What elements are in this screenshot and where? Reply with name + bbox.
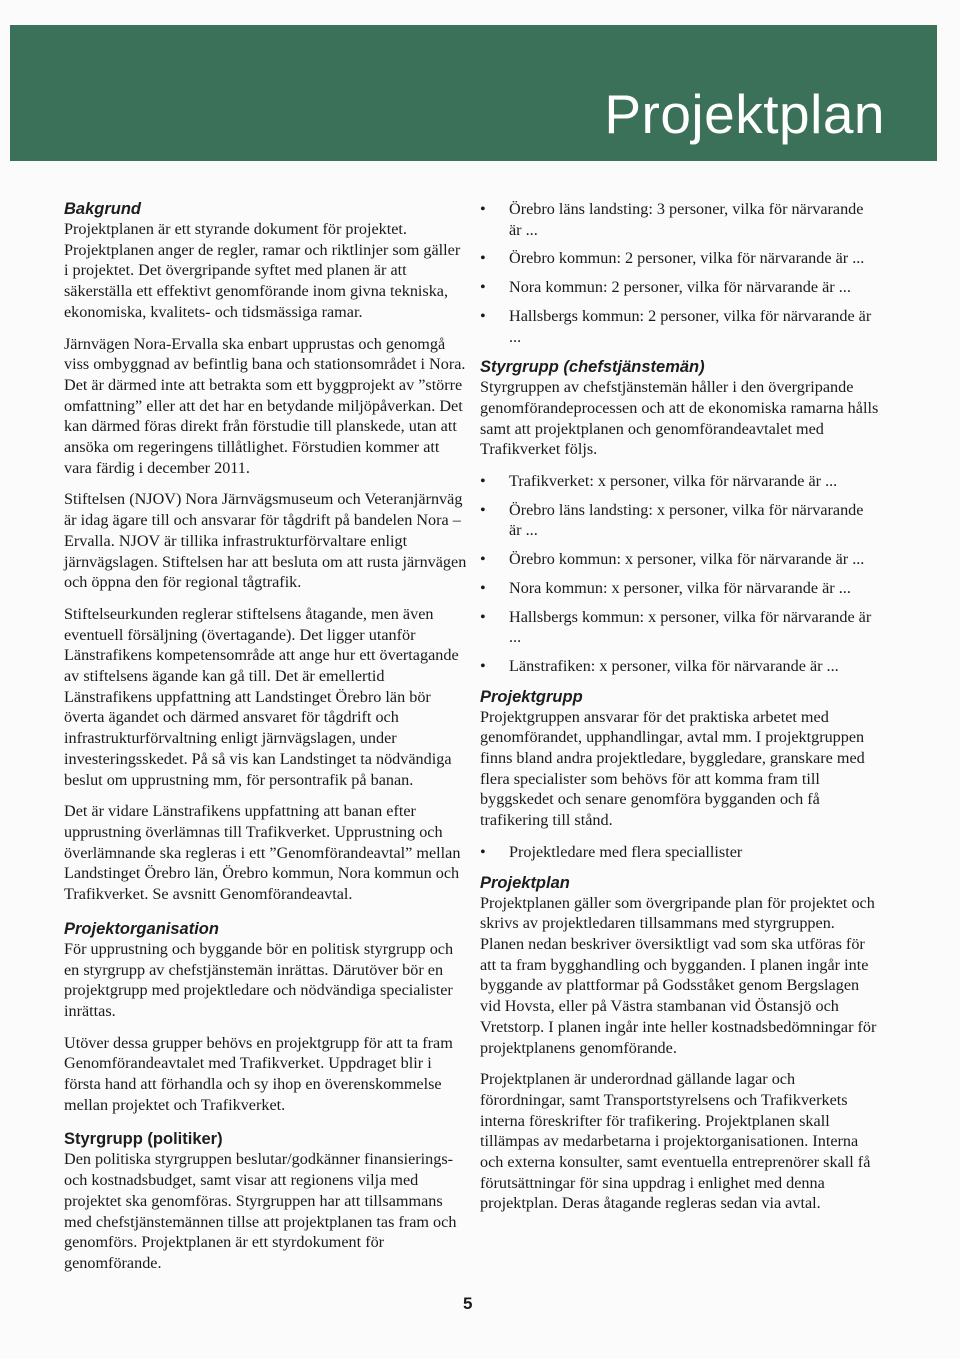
list-item: • Hallsbergs kommun: 2 personer, vilka för närvarande är ... [480, 306, 880, 347]
paragraph: Stiftelsen (NJOV) Nora Järnvägsmuseum och Veteranjärnväg är idag ägare till och ansvarar för tågdrift på bandelen Nora – Ervalla. NJOV är tillika infrastrukturförvaltare enligt järnvägslagen. Stiftelsen har att besluta om att rusta järnvägen och öppna den för regional tågtrafik. [64, 490, 467, 592]
heading-projektplan: Projektplan [480, 873, 570, 892]
page-number: 5 [463, 1294, 473, 1313]
paragraph: För upprustning och byggande bör en politisk styrgrupp och en styrgrupp av chefstjänstemän inrättas. Därutöver bör en projektgrupp med projektledare och nödvändiga specialister inrättas. [64, 939, 454, 1020]
list-item: • Hallsbergs kommun: x personer, vilka för närvarande är ... [480, 607, 880, 648]
list-item: • Nora kommun: 2 personer, vilka för närvarande är ... [480, 277, 880, 298]
paragraph: Styrgruppen av chefstjänstemän håller i den övergripande genomförandeprocessen och att de ekonomiska ramarna hålls samt att projektplanen och genomförandeavtalet med Trafikverket följs. [480, 378, 879, 459]
list-item: • Örebro läns landsting: x personer, vilka för närvarande är ... [480, 500, 880, 541]
list-item: • Länstrafiken: x personer, vilka för närvarande är ... [480, 656, 880, 677]
paragraph: Projektplanen gäller som övergripande plan för projektet och skrivs av projektledaren tillsammans med styrgruppen. Planen nedan beskriver översiktligt vad som ska utföras för att ta fram bygghandling och bygganden. I planen ingår inte byggande av plattformar på Godsståket genom Bergslagen vid Hovsta, eller på Västra stambanan vid Östansjö och Vretstorp. I planen ingår inte heller kostnadsbedömningar för projektplanens genomförande. [480, 893, 877, 1057]
left-column [64, 199, 468, 1285]
heading-projektorganisation: Projektorganisation [64, 919, 219, 938]
heading-styrgrupp-politiker: Styrgrupp (politiker) [64, 1130, 223, 1149]
paragraph: Det är vidare Länstrafikens uppfattning att banan efter upprustning överlämnas till Trafikverket. Upprustning och överlämnande ska regleras i ett ”Genomförandeavtal” mellan Landstinget Örebro län, Örebro kommun, Nora kommun och Trafikverket. Se avsnitt Genomförandeavtal. [64, 802, 461, 904]
right-column [480, 199, 880, 1225]
list-item: • Örebro kommun: 2 personer, vilka för närvarande är ... [480, 248, 880, 269]
list-item: • Örebro läns landsting: 3 personer, vilka för närvarande är ... [480, 199, 880, 240]
title-banner [10, 25, 937, 161]
list-item: • Örebro kommun: x personer, vilka för närvarande är ... [480, 549, 880, 570]
projektgrupp-list [480, 842, 880, 863]
list-item: • Nora kommun: x personer, vilka för närvarande är ... [480, 578, 880, 599]
paragraph: Projektplanen är ett styrande dokument för projektet. Projektplanen anger de regler, ramar och riktlinjer som gäller i projektet. Det övergripande syftet med planen är att säkerställa ett effektivt genomförande inom givna tekniska, ekonomiska, kvalitets- och tidsmässiga ramar. [64, 220, 461, 321]
paragraph: Den politiska styrgruppen beslutar/godkänner finansierings- och kostnadsbudget, samt visar att regionens vilja med projektet ska genomföras. Styrgruppen har att tillsammans med chefstjänstemännen tillse att projektplanen tas fram och genomförs. Projektplanen är ett styrdokument för genomförande. [64, 1150, 457, 1272]
paragraph: Utöver dessa grupper behövs en projektgrupp för att ta fram Genomförandeavtalet med Trafikverket. Uppdraget blir i första hand att förhandla och sy ihop en överenskommelse mellan projektet och Trafikverket. [64, 1033, 453, 1114]
paragraph: Projektgruppen ansvarar för det praktiska arbetet med genomförandet, upphandlingar, avtal mm. I projektgruppen finns bland andra projektledare, byggledare, granskare med flera specialister som behövs för att komma fram till byggskedet och senare genomföra bygganden och få trafikering till stånd. [480, 707, 865, 830]
paragraph: Projektplanen är underordnad gällande lagar och förordningar, samt Transportstyrelsens och Trafikverkets interna föreskrifter för trafikering. Projektplanen skall tillämpas av medarbetarna i projektorganisationen. Interna och externa konsulter, samt eventuella entreprenörer skall få förutsättningar för sina uppdrag i enlighet med denna projektplan. Deras åtagande regleras sedan via avtal. [480, 1070, 871, 1213]
heading-projektgrupp: Projektgrupp [480, 687, 583, 706]
heading-styrgrupp-chef: Styrgrupp (chefstjänstemän) [480, 358, 705, 377]
politiker-member-list [480, 199, 880, 347]
list-item: • Projektledare med flera speciallister [480, 842, 880, 863]
chef-member-list [480, 471, 880, 677]
page-title: Projektplan [604, 83, 885, 145]
list-item: • Trafikverket: x personer, vilka för närvarande är ... [480, 471, 880, 492]
paragraph: Järnvägen Nora-Ervalla ska enbart upprustas och genomgå viss ombyggnad av befintlig bana och stationsområdet i Nora. Det är därmed inte att betrakta som ett byggprojekt av ”större omfattning” eller att det har en betydande miljöpåverkan. Det kan därmed föras direkt från förstudie till planskede, utan att ansöka om regeringens tillåtlighet. Förstudien kommer att vara färdig i december 2011. [64, 334, 466, 477]
paragraph: Stiftelseurkunden reglerar stiftelsens åtagande, men även eventuell försäljning (övertagande). Det ligger utanför Länstrafikens kompetensområde att ange hur ett övertagande av stiftelsens ägande kan gå till. Det är emellertid Länstrafikens uppfattning att Landstinget Örebro län bör överta ägandet och därmed ansvaret för tågdrift och infrastrukturförvaltning enligt järnvägslagen, under investeringsskedet. På så vis kan Landstinget ta nödvändiga beslut om upprustning mm, för persontrafik på banan. [64, 604, 459, 789]
heading-bakgrund: Bakgrund [64, 200, 142, 218]
